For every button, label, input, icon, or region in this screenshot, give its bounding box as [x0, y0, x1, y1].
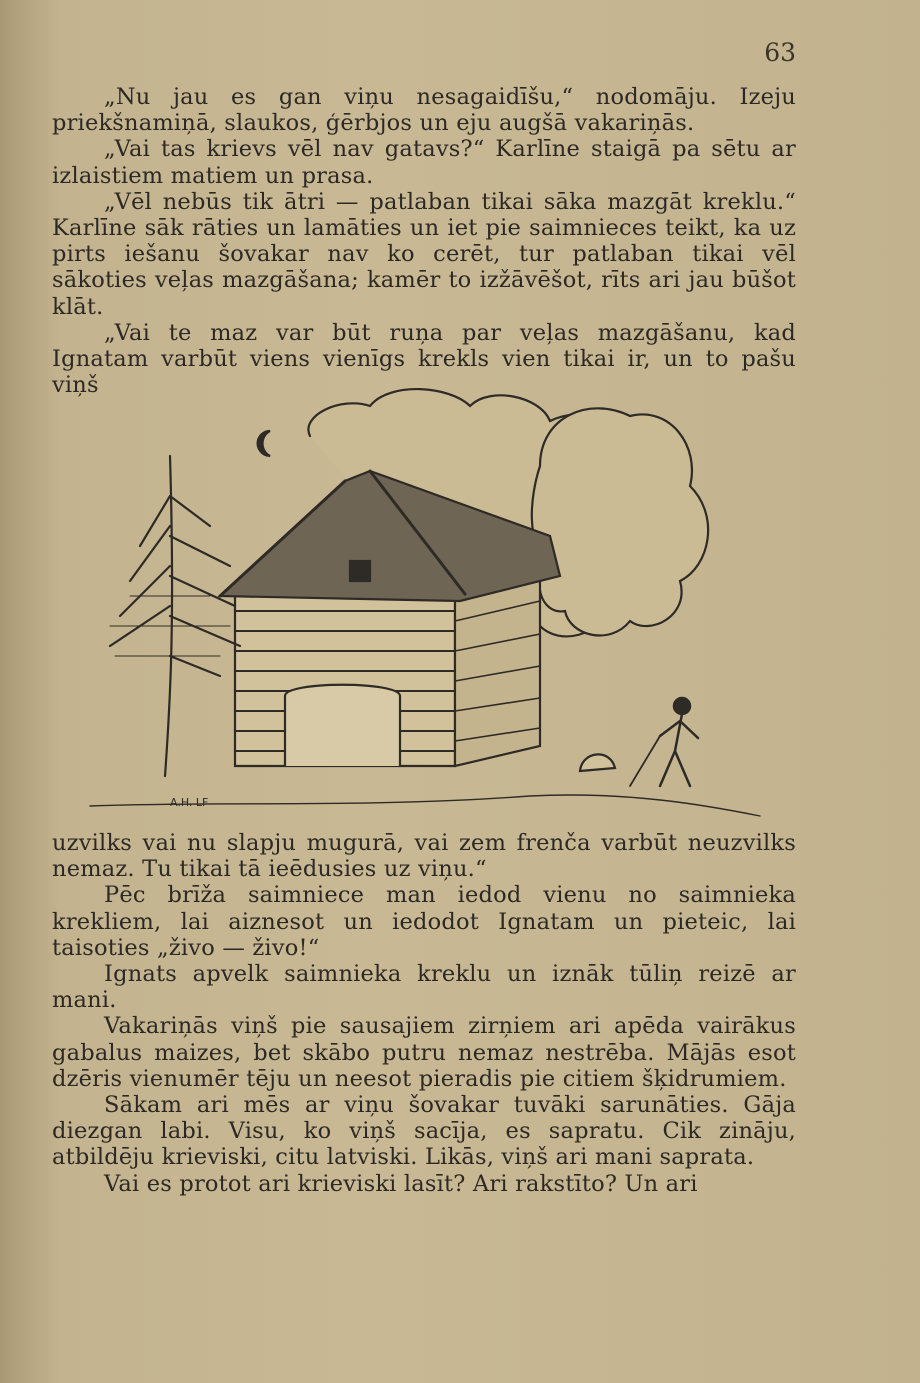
paragraph: Sākam ari mēs ar viņu šovakar tuvāki sarunāties. Gāja diezgan labi. Visu, ko viņš sacīja, es sapratu. Cik zināju, atbildēju krieviski, citu latviski. Likās, viņš ari mani saprata. [52, 1092, 796, 1171]
paragraph: Ignats apvelk saimnieka kreklu un iznāk tūliņ reizē ar mani. [52, 961, 796, 1014]
paragraph: Pēc brīža saimniece man iedod vienu no saimnieka krekliem, lai aiznesot un iedodot Ignatam un pieteic, lai taisoties „živo — živo!“ [52, 882, 796, 961]
paragraph: „Vēl nebūs tik ātri — patlaban tikai sāka mazgāt kreklu.“ Karlīne sāk rāties un lamāties un iet pie saimnieces teikt, ka uz pirts iešanu šovakar nav ko cerēt, tur patlaban tikai vēl sākoties veļas mazgāšana; kamēr to izžāvēšot, rīts ari jau būšot klāt. [52, 188, 796, 320]
paragraph: „Vai te maz var būt ruņa par veļas mazgāšanu, kad Ignatam varbūt viens vienīgs krekls vien tikai ir, un to pašu viņš [52, 319, 796, 399]
walking-figure [630, 698, 698, 786]
rock [580, 754, 615, 771]
paragraph: „Vai tas krievs vēl nav gatavs?“ Karlīne staigā pa sētu ar izlaistiem matiem un prasa. [52, 136, 796, 189]
artist-signature: A.H. LF [170, 796, 209, 809]
paragraph: Vai es protot ari krieviski lasīt? Ari rakstīto? Un ari [104, 1170, 698, 1197]
sauna-illustration [70, 376, 770, 826]
page-number: 63 [764, 38, 796, 67]
tree-canopy [532, 408, 708, 635]
paragraph: Vakariņās viņš pie sausajiem zirņiem ari apēda vairākus gabalus maizes, bet skābo putru nemaz nestrēba. Mājās esot dzēris vienumēr tēju un neesot pieradis pie citiem šķidrumiem. [52, 1013, 796, 1092]
sauna-door [285, 685, 400, 766]
pine-tree [110, 456, 240, 776]
sauna-window [350, 561, 370, 581]
paragraph: „Nu jau es gan viņu nesagaidīšu,“ nodomāju. Izeju priekšnamiņā, slaukos, ģērbjos un eju augšā vakariņās. [52, 84, 796, 137]
moon-icon [258, 431, 270, 456]
paragraph: uzvilks vai nu slapju mugurā, vai zem frenča varbūt neuzvilks nemaz. Tu tikai tā ieēdusies uz viņu.“ [52, 830, 796, 883]
text-block-top [52, 84, 796, 398]
text-block-bottom [52, 830, 796, 1197]
sauna-drawing [70, 376, 770, 826]
